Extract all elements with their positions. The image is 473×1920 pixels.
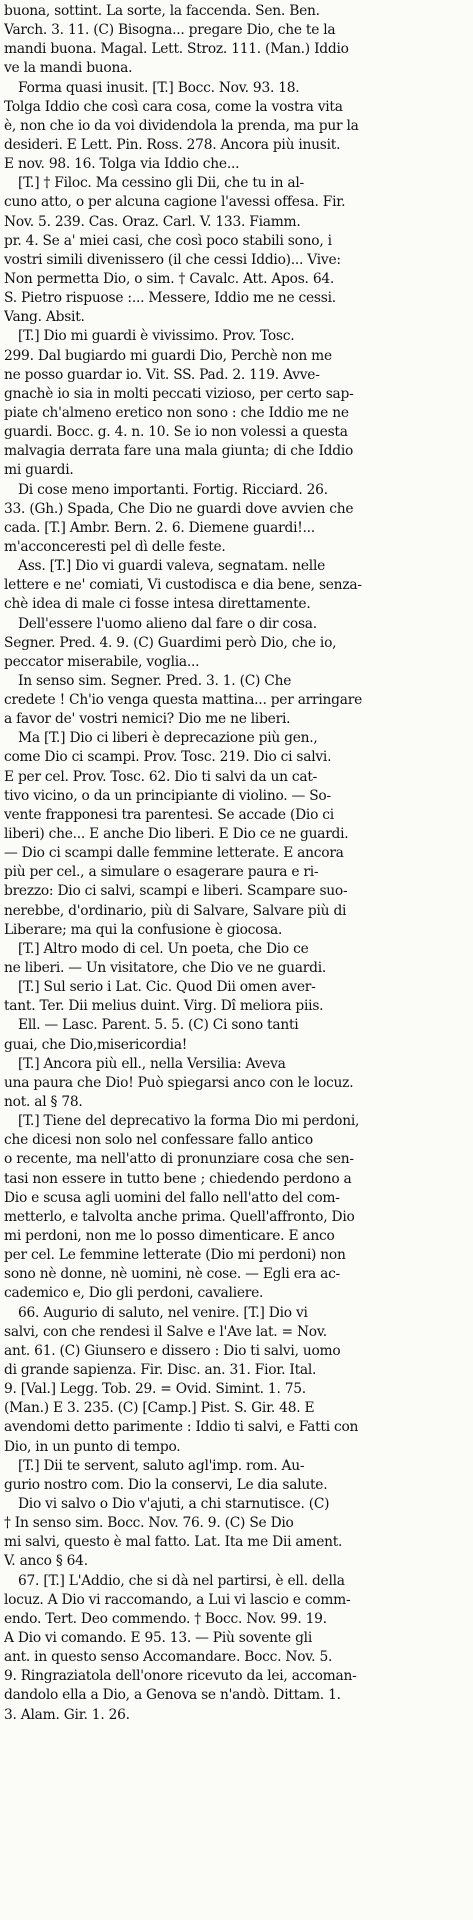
text-line: nerebbe, d'ordinario, più di Salvare, Salvare più di — [4, 902, 347, 919]
text-line: Liberare; ma qui la confusione è giocosa. — [4, 921, 283, 938]
text-line: vostri simili divenissero (il che cessi Iddio)... Vive: — [4, 251, 341, 268]
text-line: cuno atto, o per alcuna cagione l'avessi offesa. Fir. — [4, 194, 346, 211]
text-line: Dio e scusa agli uomini del fallo nell'atto del com- — [4, 1189, 340, 1206]
text-line: Vang. Absit. — [4, 309, 85, 326]
text-line: 9. Ringraziatola dell'onore ricevuto da lei, accoman- — [4, 1668, 357, 1685]
text-line: In senso sim. Segner. Pred. 3. 1. (C) Che — [18, 672, 292, 689]
text-line: Dio, in un punto di tempo. — [4, 1438, 181, 1455]
text-line: S. Pietro rispuose :... Messere, Iddio me ne cessi. — [4, 290, 336, 307]
text-line: Dell'essere l'uomo alieno dal fare o dir cosa. — [18, 615, 317, 632]
entry-paragraph — [4, 79, 469, 175]
text-line: gnachè io sia in molti peccati vizioso, per certo sap- — [4, 385, 354, 402]
entry-paragraph — [4, 1495, 469, 1572]
text-line: ve la mandi buona. — [4, 60, 133, 77]
entry-paragraph — [4, 978, 469, 1016]
text-line: o recente, ma nell'atto di pronunziare cosa che sen- — [4, 1151, 354, 1168]
text-line: Forma quasi inusit. [T.] Bocc. Nov. 93. 18. — [18, 79, 300, 96]
text-line: gurio nostro com. Dio la conservi, Le dia salute. — [4, 1476, 328, 1493]
entry-paragraph — [4, 327, 469, 480]
text-line: E per cel. Prov. Tosc. 62. Dio ti salvi da un cat- — [4, 768, 318, 785]
text-line: per cel. Le femmine letterate (Dio mi perdoni) non — [4, 1247, 346, 1264]
text-line: endo. Tert. Deo commendo. † Bocc. Nov. 99. 19. — [4, 1610, 327, 1627]
text-line: mi perdoni, non me lo posso dimenticare. E anco — [4, 1228, 335, 1244]
text-line: cademico e, Dio gli perdoni, cavaliere. — [4, 1285, 264, 1302]
text-line: avendomi detto parimente : Iddio ti salvi, e Fatti con — [4, 1419, 359, 1436]
text-line: ant. in questo senso Accomandare. Bocc. Nov. 5. — [4, 1649, 333, 1666]
text-line: peccator miserabile, voglia... — [4, 653, 200, 670]
text-line: [T.] Altro modo di cel. Un poeta, che Dio ce — [18, 940, 309, 957]
entry-paragraph — [4, 1016, 469, 1054]
entry-paragraph — [4, 1112, 469, 1303]
text-line: lettere e ne' comiati, Vi custodisca e dia bene, senza- — [4, 577, 362, 594]
entry-paragraph — [4, 1304, 469, 1457]
text-line: chè idea di male ci fosse intesa direttamente. — [4, 596, 311, 613]
text-line: [T.] † Filoc. Ma cessino gli Dii, che tu in al- — [18, 175, 304, 192]
text-line: 3. Alam. Gir. 1. 26. — [4, 1706, 130, 1723]
entry-paragraph — [4, 729, 469, 940]
text-line: Ell. — Lasc. Parent. 5. 5. (C) Ci sono tanti — [18, 1017, 299, 1034]
text-line: come Dio ci scampi. Prov. Tosc. 219. Dio ci salvi. — [4, 749, 332, 766]
text-line: liberi) che... E anche Dio liberi. E Dio ce ne guardi. — [4, 826, 349, 843]
text-line: E nov. 98. 16. Tolga via Iddio che... — [4, 156, 240, 173]
text-line: credete ! Ch'io venga questa mattina... per arringare — [4, 692, 362, 709]
text-line: è, non che io da voi dividendola la prenda, ma pur la — [4, 117, 359, 134]
text-line: tasi non essere in tutto bene ; chiedendo perdono a — [4, 1170, 352, 1187]
text-line: m'acconceresti pel dì delle feste. — [4, 538, 226, 555]
entry-paragraph — [4, 1055, 469, 1112]
text-line: che dicesi non solo nel confessare fallo antico — [4, 1132, 313, 1149]
text-line: più per cel., a simulare o esagerare paura e ri- — [4, 864, 319, 881]
text-line: 67. [T.] L'Addio, che si dà nel partirsi, è ell. della — [18, 1572, 345, 1589]
text-line: brezzo: Dio ci salvi, scampi e liberi. Scampare suo- — [4, 883, 348, 900]
text-line: malvagia derrata fare una mala giunta; di che Iddio — [4, 443, 354, 460]
text-line: di grande sapienza. Fir. Disc. an. 31. Fior. Ital. — [4, 1361, 317, 1378]
text-line: [T.] Tiene del deprecativo la forma Dio mi perdoni, — [18, 1113, 360, 1130]
entry-paragraph — [4, 481, 469, 558]
text-line: piate ch'almeno eretico non sono : che Iddio me ne — [4, 404, 349, 421]
text-line: Non permetta Dio, o sim. † Cavalc. Att. Apos. 64. — [4, 270, 335, 287]
text-line: a favor de' vostri nemici? Dio me ne liberi. — [4, 711, 291, 728]
entry-paragraph — [4, 174, 469, 327]
text-line: Ass. [T.] Dio vi guardi valeva, segnatam. nelle — [18, 558, 326, 575]
text-line: 66. Augurio di saluto, nel venire. [T.] Dio vi — [18, 1304, 308, 1321]
text-line: 9. [Val.] Legg. Tob. 29. = Ovid. Simint. 1. 75. — [4, 1381, 306, 1398]
text-line: ne posso guardar io. Vit. SS. Pad. 2. 119. Avve- — [4, 366, 320, 383]
text-line: — Dio ci scampi dalle femmine letterate. E ancora — [4, 845, 344, 862]
text-line: cada. [T.] Ambr. Bern. 2. 6. Diemene guardi!... — [4, 519, 315, 536]
text-line: pr. 4. Se a' miei casi, che così poco stabili sono, i — [4, 232, 332, 249]
entry-paragraph — [4, 672, 469, 729]
text-line: [T.] Sul serio i Lat. Cic. Quod Dii omen aver- — [18, 979, 316, 996]
text-line: V. anco § 64. — [4, 1553, 88, 1570]
text-line: locuz. A Dio vi raccomando, a Lui vi lascio e comm- — [4, 1591, 351, 1608]
entry-paragraph — [4, 1457, 469, 1495]
text-line: guai, che Dio,misericordia! — [4, 1036, 188, 1053]
text-line: Dio vi salvo o Dio v'ajuti, a chi starnutisce. (C) — [18, 1495, 330, 1512]
text-line: vente frapponesi tra parentesi. Se accade (Dio ci — [4, 806, 334, 823]
text-line: Segner. Pred. 4. 9. (C) Guardimi però Dio, che io, — [4, 634, 337, 651]
entry-paragraph — [4, 2, 469, 79]
entry-paragraph — [4, 1572, 469, 1725]
text-line: una paura che Dio! Può spiegarsi anco con le locuz. — [4, 1074, 354, 1091]
text-line: guardi. Bocc. g. 4. n. 10. Se io non volessi a questa — [4, 424, 348, 441]
text-line: A Dio vi comando. E 95. 13. — Più sovente gli — [4, 1629, 312, 1646]
text-line: salvi, con che rendesi il Salve e l'Ave lat. = Nov. — [4, 1323, 327, 1340]
text-line: Ma [T.] Dio ci liberi è deprecazione più gen., — [18, 730, 318, 747]
text-line: 33. (Gh.) Spada, Che Dio ne guardi dove avvien che — [4, 500, 354, 517]
entry-paragraph — [4, 615, 469, 672]
text-line: metterlo, e talvolta anche prima. Quell'affronto, Dio — [4, 1208, 355, 1225]
text-line: tivo vicino, o da un principiante di violino. — So- — [4, 787, 331, 804]
entry-paragraph — [4, 557, 469, 614]
text-line: Tolga Iddio che così cara cosa, come la vostra vita — [4, 98, 343, 115]
text-line: ant. 61. (C) Giunsero e dissero : Dio ti salvi, uomo — [4, 1342, 341, 1359]
text-line: sono nè donne, nè uomini, nè cose. — Egli era ac- — [4, 1266, 340, 1283]
text-line: not. al § 78. — [4, 1094, 83, 1111]
text-line: [T.] Dio mi guardi è vivissimo. Prov. Tosc. — [18, 328, 295, 345]
text-line: tant. Ter. Dii melius duint. Virg. Dî meliora piis. — [4, 998, 324, 1015]
text-line: buona, sottint. La sorte, la faccenda. Sen. Ben. — [4, 3, 320, 19]
text-line: Nov. 5. 239. Cas. Oraz. Carl. V. 133. Fiamm. — [4, 213, 301, 230]
text-line: mi guardi. — [4, 462, 74, 479]
text-line: 299. Dal bugiardo mi guardi Dio, Perchè non me — [4, 347, 332, 364]
text-line: mandi buona. Magal. Lett. Stroz. 111. (Man.) Iddio — [4, 41, 349, 58]
text-line: Di cose meno importanti. Fortig. Ricciard. 26. — [18, 481, 328, 498]
entry-paragraph — [4, 940, 469, 978]
text-line: desideri. E Lett. Pin. Ross. 278. Ancora più inusit. — [4, 136, 341, 153]
text-line: [T.] Dii te servent, saluto agl'imp. rom. Au- — [18, 1457, 305, 1474]
text-line: (Man.) E 3. 235. (C) [Camp.] Pist. S. Gir. 48. E — [4, 1400, 315, 1417]
text-line: Varch. 3. 11. (C) Bisogna... pregare Dio, che te la — [4, 22, 336, 39]
text-line: ne liberi. — Un visitatore, che Dio ve ne guardi. — [4, 960, 327, 977]
text-line: mi salvi, questo è mal fatto. Lat. Ita me Dii ament. — [4, 1534, 343, 1551]
text-line: † In senso sim. Bocc. Nov. 76. 9. (C) Se Dio — [4, 1515, 294, 1532]
text-line: dandolo ella a Dio, a Genova se n'andò. Dittam. 1. — [4, 1687, 341, 1704]
text-line: [T.] Ancora più ell., nella Versilia: Aveva — [18, 1055, 286, 1072]
